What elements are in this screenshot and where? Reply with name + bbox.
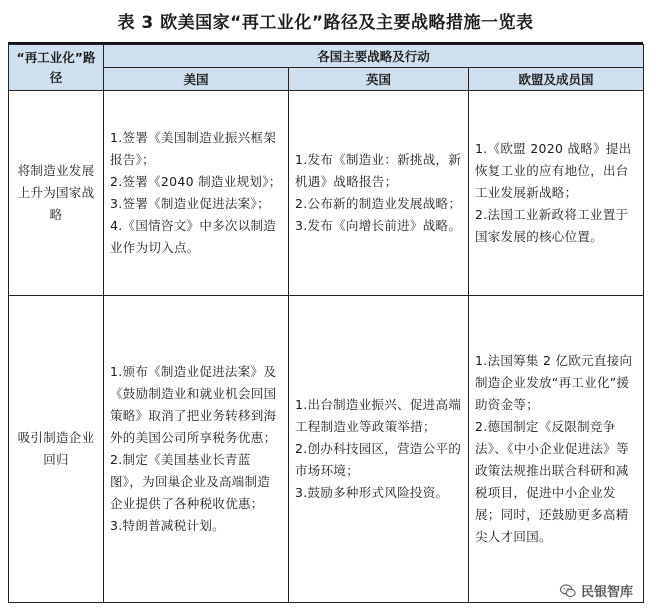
header-uk: 英国 xyxy=(289,68,469,91)
list-item: 1.签署《美国制造业振兴框架报告》； xyxy=(110,130,277,167)
table-title: 表 3 欧美国家“再工业化”路径及主要战略措施一览表 xyxy=(117,13,534,33)
uk-cell xyxy=(289,91,469,296)
route-cell: 将制造业发展上升为国家战略 xyxy=(9,91,104,296)
uk-cell xyxy=(289,296,469,603)
table-row xyxy=(9,296,644,603)
header-group: 各国主要战略及行动 xyxy=(104,45,644,68)
list-item: 2.制定《美国基业长青蓝图》，为回巢企业及高端制造企业提供了各种税收优惠； xyxy=(110,452,271,511)
list-item: 2.创办科技园区，营造公平的市场环境； xyxy=(295,441,462,478)
list-item: 1.法国筹集 2 亿欧元直接向制造企业发放“再工业化”援助资金等； xyxy=(475,353,633,412)
header-route: “再工业化”路径 xyxy=(9,45,104,91)
strategy-table xyxy=(8,44,644,603)
us-cell xyxy=(104,91,289,296)
list-item: 3.签署《制造业促进法案》； xyxy=(110,196,270,211)
wechat-icon xyxy=(559,582,577,600)
list-item: 2.法国工业新政将工业置于国家发展的核心位置。 xyxy=(475,207,629,244)
list-item: 1.《欧盟 2020 战略》提出恢复工业的应有地位，出台工业发展新战略； xyxy=(475,141,632,200)
list-item: 4.《国情咨文》中多次以制造业作为切入点。 xyxy=(110,218,277,255)
list-item: 2.德国制定《反限制竞争法》、《中小企业促进法》等政策法规推出联合科研和减税项目，促进中小企业发展；同时，还鼓励更多高精尖人才回国。 xyxy=(475,419,629,544)
list-item: 1.出台制造业振兴、促进高端工程制造业等政策举措； xyxy=(295,397,462,434)
watermark-text: 民银智库 xyxy=(580,585,633,600)
list-item: 2.签署《2040 制造业规划》； xyxy=(110,174,282,189)
table-row xyxy=(9,91,644,296)
list-item: 1.发布《制造业：新挑战，新机遇》战略报告； xyxy=(295,152,462,189)
list-item: 1.颁布《制造业促进法案》及《鼓励制造业和就业机会回国策略》取消了把业务转移到海外的美国公司所享税务优惠； xyxy=(110,364,277,445)
list-item: 3.鼓励多种形式风险投资。 xyxy=(295,485,449,500)
route-cell: 吸引制造企业回归 xyxy=(9,296,104,603)
list-item: 3.发布《向增长前进》战略。 xyxy=(295,218,462,233)
header-us: 美国 xyxy=(104,68,289,91)
eu-cell xyxy=(469,296,644,603)
list-item: 3.特朗普减税计划。 xyxy=(110,518,225,533)
list-item: 2.公布新的制造业发展战略； xyxy=(295,196,462,211)
header-eu: 欧盟及成员国 xyxy=(469,68,644,91)
us-cell xyxy=(104,296,289,603)
watermark xyxy=(555,580,637,601)
eu-cell xyxy=(469,91,644,296)
